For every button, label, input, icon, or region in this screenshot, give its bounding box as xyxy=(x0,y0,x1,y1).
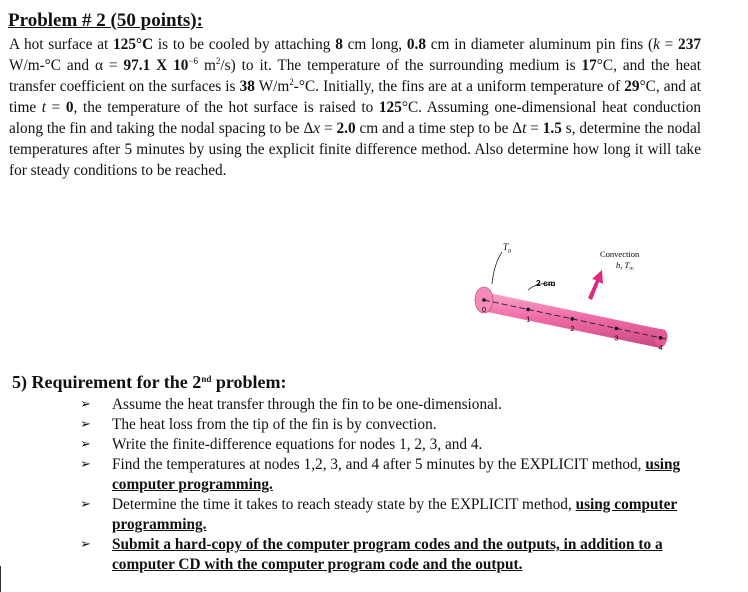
problem-statement xyxy=(9,34,701,181)
requirement-text: Assume the heat transfer through the fin to be one-dimensional. xyxy=(112,396,502,413)
requirement-text: Determine the time it takes to reach steady state by the EXPLICIT method, xyxy=(112,496,576,513)
problem-text-segment: /s) to it. The temperature of the surrounding medium is xyxy=(220,57,582,74)
requirement-item xyxy=(0,455,712,495)
node-dot xyxy=(526,308,530,312)
node-label: 1 xyxy=(526,314,531,324)
node-label: 2 xyxy=(570,323,575,333)
convection-label: Convection xyxy=(600,249,640,259)
convection-arrow xyxy=(588,270,603,300)
problem-text-segment: 125°C xyxy=(113,36,154,53)
problem-text-segment: 1.5 xyxy=(542,120,562,137)
bullet-arrow-icon: ➢ xyxy=(80,537,91,552)
fin-centerline xyxy=(484,300,666,339)
node-dot xyxy=(570,317,574,321)
page-edge-mark xyxy=(0,566,1,592)
problem-text-segment: 2 xyxy=(215,56,221,66)
problem-text-segment: W/m-°C and α = xyxy=(9,57,124,74)
node-label: 4 xyxy=(658,342,663,352)
problem-text-segment: , the temperature of the hot surface is raised to xyxy=(73,99,379,116)
problem-heading: Problem # 2 (50 points): xyxy=(8,10,203,31)
problem-text-segment: −6 xyxy=(188,56,199,66)
problem-text-segment: 17 xyxy=(581,57,597,74)
pin-fin-figure xyxy=(470,234,710,366)
problem-text-segment: 8 xyxy=(335,36,343,53)
requirement-text: Write the finite-difference equations for nodes 1, 2, 3, and 4. xyxy=(112,436,483,453)
problem-text-segment: x xyxy=(313,120,321,137)
requirement-item xyxy=(0,435,712,455)
problem-text-segment: 0.8 xyxy=(406,36,426,53)
node-dot xyxy=(482,298,486,302)
problem-text-segment: cm long, xyxy=(342,36,407,53)
problem-text-segment: -°C. Initially, the fins are at a uniform temperature of xyxy=(293,78,625,95)
requirement-item xyxy=(0,415,712,435)
problem-text-segment: 29 xyxy=(624,78,640,95)
problem-text-segment: 97.1 X 10 xyxy=(123,57,189,74)
problem-text-segment: m xyxy=(198,57,216,74)
problem-text-segment: 0 xyxy=(65,99,74,116)
requirements-title: 5) Requirement for the 2nd problem: xyxy=(12,372,287,392)
problem-text-segment: k xyxy=(653,36,660,53)
bullet-arrow-icon: ➢ xyxy=(80,397,91,412)
problem-text-segment: 2 xyxy=(289,77,294,87)
problem-text-segment: 237 xyxy=(678,36,701,53)
problem-text-segment: is to be cooled by attaching xyxy=(153,36,336,53)
bullet-arrow-icon: ➢ xyxy=(80,437,91,452)
problem-text-segment: W/m xyxy=(254,78,290,95)
spacing-label: 2 cm xyxy=(536,278,556,288)
problem-text-segment: 2.0 xyxy=(336,120,356,137)
base-temp-leader xyxy=(492,252,502,284)
problem-text-segment: °C. Assuming one-dimensional heat conduction along the fin and taking the nodal spacing to be Δ xyxy=(9,99,702,137)
problem-text-segment: cm in diameter aluminum pin fins ( xyxy=(425,36,654,53)
requirement-item xyxy=(0,395,712,415)
requirement-emphasis: using computer programming. xyxy=(112,496,678,533)
problem-text-segment: t xyxy=(41,99,47,116)
problem-text-segment: = xyxy=(320,120,337,137)
node-label: 0 xyxy=(482,305,487,314)
problem-text-segment: 38 xyxy=(239,78,255,95)
bullet-arrow-icon: ➢ xyxy=(80,457,91,472)
problem-text-segment: s, determine the nodal temperatures after 5 minutes by using the explicit finite difference method. Also determine how long it will take for steady conditions to be reached. xyxy=(9,120,701,179)
problem-text-segment: A hot surface at xyxy=(9,36,114,53)
problem-text-segment: °C, and at time xyxy=(9,78,701,116)
base-temp-label: $T_0$ xyxy=(503,242,512,255)
problem-text-segment: cm and a time step to be Δ xyxy=(355,120,523,137)
node-dot xyxy=(659,336,663,340)
node-label: 3 xyxy=(614,333,619,343)
requirement-text: Find the temperatures at nodes 1,2, 3, and 4 after 5 minutes by the EXPLICIT method, xyxy=(112,456,646,473)
requirement-item xyxy=(0,535,712,575)
bullet-arrow-icon: ➢ xyxy=(80,417,91,432)
problem-text-segment: = xyxy=(46,99,66,116)
problem-text-segment: = xyxy=(659,36,679,53)
requirement-emphasis: using computer programming. xyxy=(112,456,681,493)
problem-text-segment: = xyxy=(526,120,543,137)
problem-text-segment: 125 xyxy=(378,99,402,116)
node-dot xyxy=(615,327,619,331)
requirement-item xyxy=(0,495,712,535)
problem-text-segment: °C, and the heat transfer coefficient on the surfaces is xyxy=(9,57,701,95)
convection-params: h, $T_\infty$ xyxy=(616,260,634,272)
top-cropped-strip xyxy=(0,0,748,10)
requirement-text: The heat loss from the tip of the fin is by convection. xyxy=(112,416,437,433)
problem-text-segment: t xyxy=(522,120,527,137)
bullet-arrow-icon: ➢ xyxy=(80,497,91,512)
requirement-emphasis: Submit a hard-copy of the computer program codes and the outputs, in addition to a computer CD with the computer program code and the output. xyxy=(112,536,663,573)
requirements-list xyxy=(0,395,748,575)
